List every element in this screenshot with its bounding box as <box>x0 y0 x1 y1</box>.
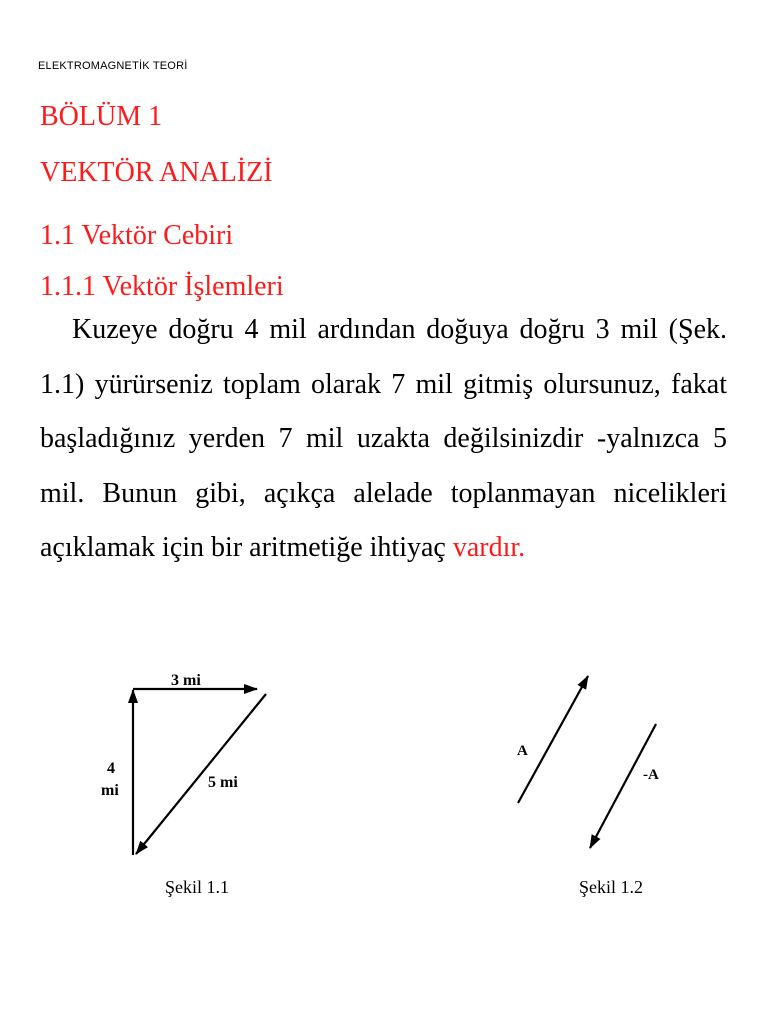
running-header: ELEKTROMAGNETİK TEORİ <box>38 60 188 72</box>
chapter-label: BÖLÜM 1 <box>40 101 163 132</box>
label-4: 4 <box>107 760 115 777</box>
label-mi: mi <box>101 782 119 799</box>
figure-1-1-caption: Şekil 1.1 <box>165 877 230 897</box>
figure-1-2-caption: Şekil 1.2 <box>579 877 644 897</box>
section-title: 1.1 Vektör Cebiri <box>40 220 234 251</box>
vector-minus-a-arrow <box>590 724 656 848</box>
figure-1-1 <box>101 672 266 897</box>
vector-a-arrow <box>518 676 588 803</box>
vector-resultant-arrow <box>136 694 266 854</box>
chapter-subject: VEKTÖR ANALİZİ <box>40 157 273 188</box>
label-3-mi: 3 mi <box>171 672 201 689</box>
subsection-title: 1.1.1 Vektör İşlemleri <box>40 271 284 302</box>
paragraph-text: Kuzeye doğru 4 mil ardından doğuya doğru 3 mil (Şek. 1.1) yürürseniz toplam olarak 7 mil gitmiş olursunuz, fakat başladığınız yerden 7 mil uzakta değilsinizdir -yalnızca 5 mil. Bunun gibi, açıkça alelade toplanmayan nicelikleri açıklamak için bir aritmetiğe ihtiyaç <box>40 314 727 564</box>
label-minus-a: -A <box>643 767 659 783</box>
paragraph-highlight: vardır. <box>452 532 526 564</box>
label-5-mi: 5 mi <box>208 774 238 791</box>
figure-1-2 <box>517 676 659 897</box>
label-a: A <box>517 743 528 759</box>
